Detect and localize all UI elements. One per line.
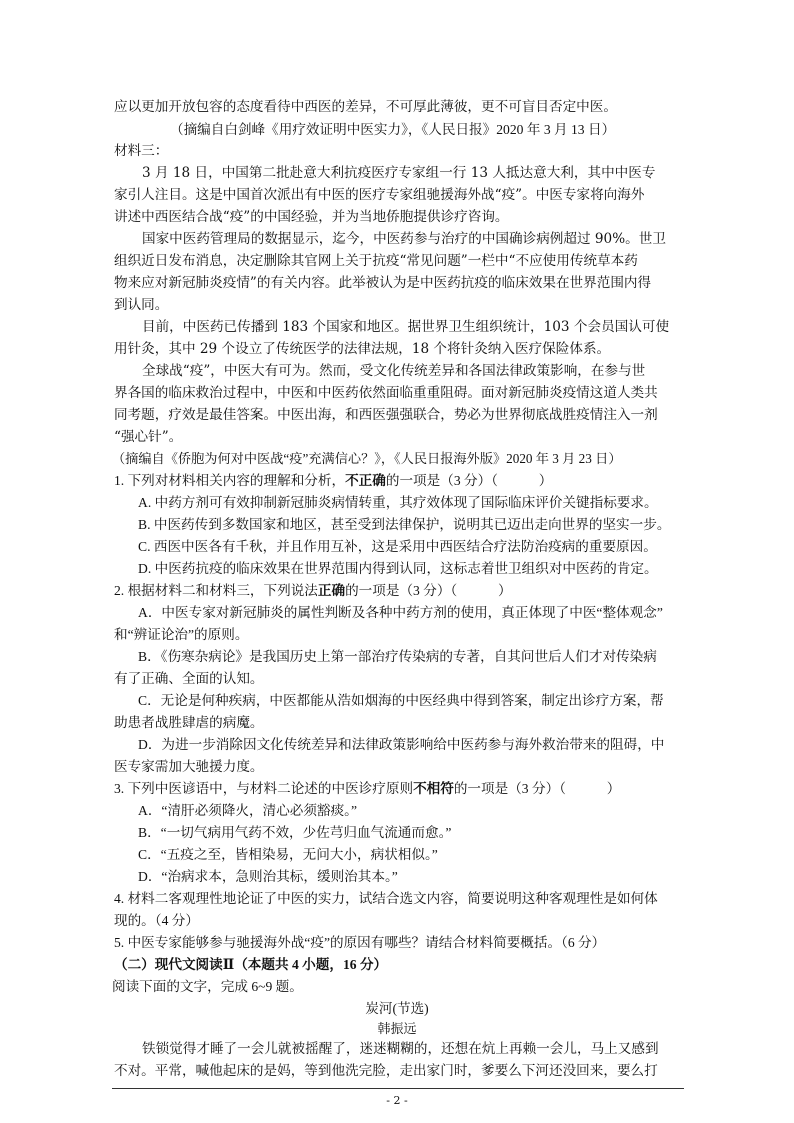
question-5: 5. 中医专家能够参与驰援海外战“疫”的原因有哪些？请结合材料简要概括。（6 分）	[114, 935, 606, 950]
material3-paragraph-line: 全球战“疫”，中医大有可为。然而，受文化传统差异和各国法律政策影响，在参与世	[142, 363, 646, 379]
material3-title: 材料三：	[114, 143, 169, 159]
question-2-option-c: C．无论是何种疾病，中医都能从浩如烟海的中医经典中得到答案，制定出诊疗方案，帮	[138, 693, 664, 708]
question-1-option-b: B. 中医药传到多数国家和地区，甚至受到法律保护，说明其已迈出走向世界的坚实一步。	[138, 517, 671, 532]
question-3-option-d: D．“治病求本，急则治其标，缓则治其本。”	[138, 869, 398, 884]
question-4-line: 4. 材料二客观理性地论证了中医的实力，试结合选文内容，简要说明这种客观理性是如何体	[114, 891, 658, 906]
question-2-option-d: D．为进一步消除因文化传统差异和法律政策影响给中医药参与海外救治带来的阻碍，中	[138, 737, 665, 752]
section-2-intro: 阅读下面的文字，完成 6~9 题。	[112, 979, 303, 994]
material3-paragraph-line: 组织近日发布消息，决定删除其官网上关于抗疫“常见问题”一栏中“不应使用传统草本药	[114, 253, 638, 269]
question-2-option-a: A．中医专家对新冠肺炎的属性判断及各种中药方剂的使用，真正体现了中医“整体观念”	[138, 605, 663, 620]
question-3-stem: 3. 下列中医谚语中，与材料二论述的中医诊疗原则不相符的一项是（3 分）（ ）	[114, 781, 621, 796]
section-2-heading: （二）现代文阅读Ⅱ（本题共 4 小题，16 分）	[114, 957, 388, 972]
story-title: 炭河(节选)	[365, 1001, 429, 1016]
question-2-stem: 2. 根据材料二和材料三，下列说法正确的一项是（3 分）（ ）	[114, 583, 512, 598]
material3-paragraph-line: 到认同。	[114, 297, 169, 313]
material2-source: （摘编自白剑峰《用疗效证明中医实力》，《人民日报》2020 年 3 月 13 日）	[170, 122, 616, 137]
question-2-option-a-cont: 和“辨证论治”的原则。	[114, 627, 249, 642]
story-line: 不对。平常，喊他起床的是妈，等到他洗完脸，走出家门时，爹要么下河还没回来，要么打	[114, 1063, 658, 1079]
material3-paragraph-line: 目前，中医药已传播到 183 个国家和地区。据世界卫生组织统计，103 个会员国认可使	[142, 319, 670, 335]
question-2-option-c-cont: 助患者战胜肆虐的病魔。	[114, 715, 264, 730]
question-4-line: 现的。（4 分）	[114, 913, 199, 928]
question-1-stem: 1. 下列对材料相关内容的理解和分析，不正确的一项是（3 分）（ ）	[114, 473, 553, 488]
material3-paragraph-line: 讲述中西医结合战“疫”的中国经验，并为当地侨胞提供诊疗咨询。	[114, 209, 509, 225]
question-1-option-c: C. 西医中医各有千秋，并且作用互补，这是采用中西医结合疗法防治疫病的重要原因。	[138, 539, 657, 554]
material3-paragraph-line: 国家中医药管理局的数据显示，迄今，中医药参与治疗的中国确诊病例超过 90%。世卫	[142, 231, 666, 247]
footer-rule	[112, 1088, 684, 1089]
question-2-option-b-cont: 有了正确、全面的认知。	[114, 671, 264, 686]
question-2-option-d-cont: 医专家需加大驰援力度。	[114, 759, 264, 774]
question-3-option-c: C．“五疫之至，皆相染易，无问大小，病状相似。”	[138, 847, 438, 862]
question-2-option-b: B．《伤寒杂病论》是我国历史上第一部治疗传染病的专著，自其问世后人们才对传染病	[138, 649, 657, 664]
story-author: 韩振远	[377, 1021, 417, 1036]
material3-paragraph-line: 界各国的临床救治过程中，中医和中医药依然面临重重阻碍。面对新冠肺炎疫情这道人类共	[114, 385, 658, 401]
material3-paragraph-line: 家引人注目。这是中国首次派出有中医的医疗专家组驰援海外战“疫”。中医专家将向海外	[114, 187, 645, 203]
question-3-option-b: B．“一切气病用气药不效，少佐芎归血气流通而愈。”	[138, 825, 452, 840]
question-1-option-a: A. 中药方剂可有效抑制新冠肺炎病情转重，其疗效体现了国际临床评价关键指标要求。	[138, 495, 658, 510]
question-3-option-a: A．“清肝必须降火，清心必须豁痰。”	[138, 803, 357, 818]
question-1-option-d: D. 中医药抗疫的临床效果在世界范围内得到认同，这标志着世卫组织对中医药的肯定。	[138, 561, 658, 576]
material3-paragraph-line: 用针灸，其中 29 个设立了传统医学的法律法规，18 个将针灸纳入医疗保险体系。	[114, 341, 611, 357]
page-number: - 2 -	[386, 1094, 408, 1107]
material3-paragraph-line: 物来应对新冠肺炎疫情”的有关内容。此举被认为是中医药抗疫的临床效果在世界范围内得	[114, 275, 652, 291]
material2-tail: 应以更加开放包容的态度看待中西医的差异，不可厚此薄彼，更不可盲目否定中医。	[114, 99, 617, 115]
material3-source: （摘编自《侨胞为何对中医战“疫”充满信心？》，《人民日报海外版》2020 年 3 月 23 日）	[112, 451, 622, 466]
story-line: 铁锁觉得才睡了一会儿就被摇醒了，迷迷糊糊的，还想在炕上再赖一会儿，马上又感到	[142, 1041, 659, 1057]
material3-paragraph-line: 3 月 18 日，中国第二批赴意大利抗疫医疗专家组一行 13 人抵达意大利，其中中医专	[142, 165, 656, 181]
material3-paragraph-line: “强心针”。	[114, 429, 183, 445]
material3-paragraph-line: 同考题，疗效是最佳答案。中医出海，和西医强强联合，势必为世界彻底战胜疫情注入一剂	[114, 407, 658, 423]
